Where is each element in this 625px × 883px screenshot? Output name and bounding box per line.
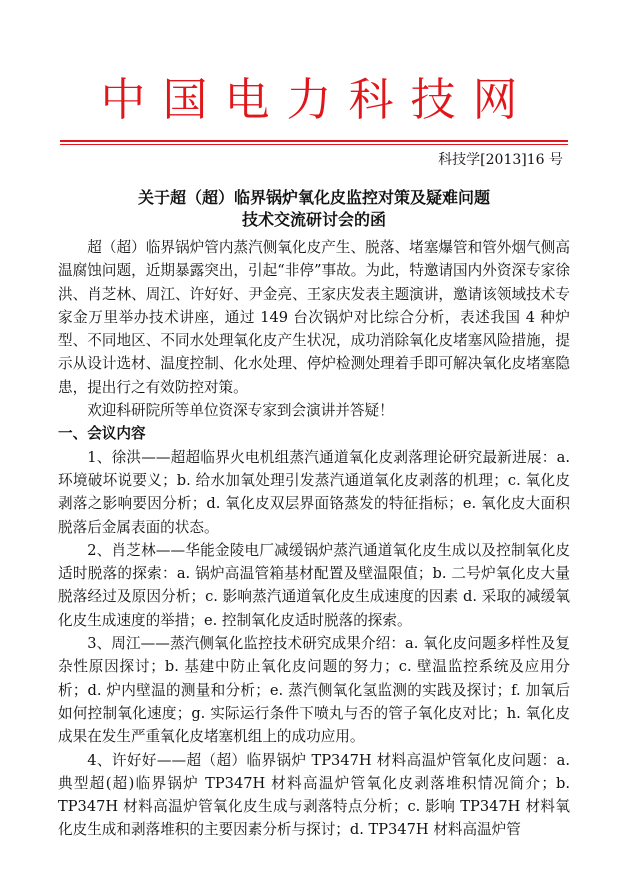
document-body (58, 236, 570, 842)
intro-paragraph: 超（超）临界锅炉管内蒸汽侧氧化皮产生、脱落、堵塞爆管和管外烟气侧高温腐蚀问题，近期暴露突出，引起“非停”事故。为此，特邀请国内外资深专家徐洪、肖芝林、周江、许好好、尹金亮、王家庆发表主题演讲，邀请该领域技术专家金万里举办技术讲座，通过 149 台次锅炉对比综合分析，表述我国 4 种炉型、不同地区、不同水处理氧化皮产生状况，成功消除氧化皮堵塞风险措施，提示从设计选材、温度控制、化水处理、停炉检测处理着手即可解决氧化皮堵塞隐患，提出行之有效防控对策。 (58, 239, 570, 396)
document-title (60, 187, 568, 231)
masthead-rule-thin (60, 144, 568, 145)
title-line-2: 技术交流研讨会的函 (241, 210, 386, 229)
agenda-item: 1、徐洪——超超临界火电机组蒸汽通道氧化皮剥落理论研究最新进展：a. 环境破坏说要义；b. 给水加氧处理引发蒸汽通道氧化皮剥落的机理；c. 氧化皮剥落之影响要因分析；d. 氧化皮双层界面铬蒸发的特征指标；e. 氧化皮大面积脱落后金属表面的状态。 (58, 448, 570, 536)
masthead: 中国电力科技网 (100, 73, 535, 126)
title-line-1: 关于超（超）临界锅炉氧化皮监控对策及疑难问题 (137, 188, 490, 207)
agenda-item: 2、肖芝林——华能金陵电厂减缓锅炉蒸汽通道氧化皮生成以及控制氧化皮适时脱落的探索：a. 锅炉高温管箱基材配置及壁温限值；b. 二号炉氧化皮大量脱落经过及原因分析；c. 影响蒸汽通道氧化皮生成速度的因素 d. 采取的减缓氧化皮生成速度的举措；e. 控制氧化皮适时脱落的探索。 (58, 541, 570, 629)
document-number: 科技学[2013]16 号 (438, 152, 563, 168)
masthead-rule-thick (60, 140, 568, 142)
agenda-item: 3、周江——蒸汽侧氧化监控技术研究成果介绍：a. 氧化皮问题多样性及复杂性原因探讨；b. 基建中防止氧化皮问题的努力；c. 壁温监控系统及应用分析；d. 炉内壁温的测量和分析；e. 蒸汽侧氧化氢监测的实践及探讨；f. 加氧后如何控制氧化速度；g. 实际运行条件下喷丸与否的管子氧化皮对比；h. 氧化皮成果在发生严重氧化皮堵塞机组上的成功应用。 (58, 635, 570, 746)
welcome-paragraph: 欢迎科研院所等单位资深专家到会演讲并答疑！ (87, 402, 394, 420)
section-heading: 一、会议内容 (58, 425, 146, 443)
agenda-item: 4、许好好——超（超）临界锅炉 TP347H 材料高温炉管氧化皮问题：a. 典型超(超)临界锅炉 TP347H 材料高温炉管氧化皮剥落堆积情况简介；b. TP347H 材料高温炉管氧化皮生成与剥落特点分析；c. 影响 TP347H 材料氧化皮生成和剥落堆积的主要因素分析与探讨；d. TP347H 材料高温炉管 (58, 751, 570, 839)
